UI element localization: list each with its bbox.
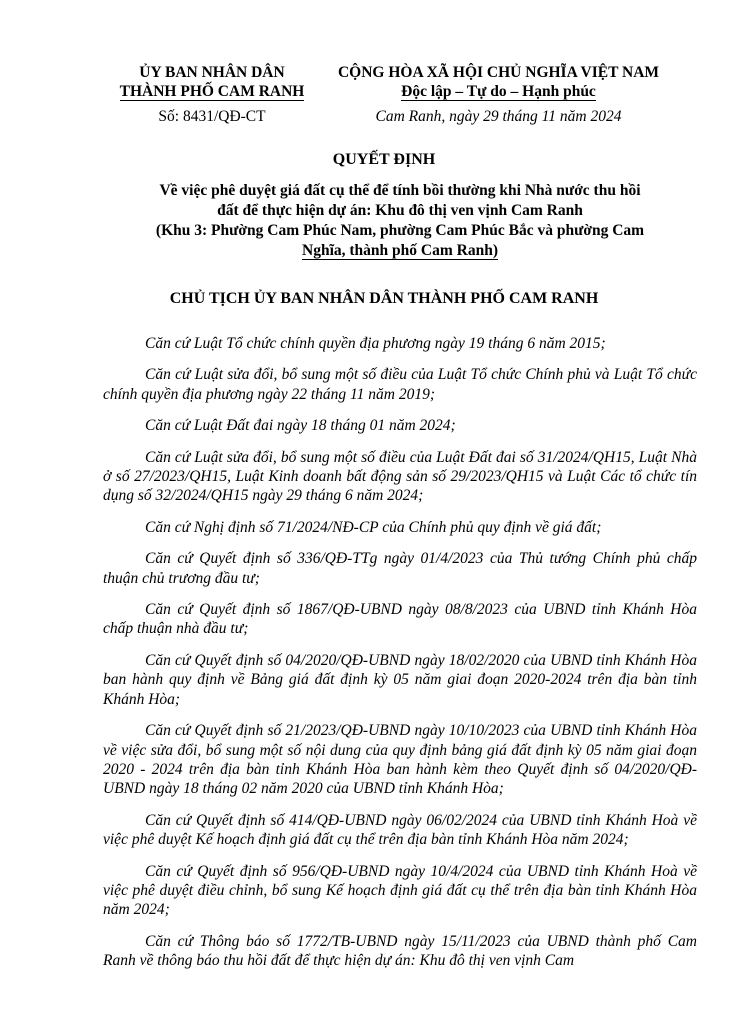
- agency-line-1: ỦY BAN NHÂN DÂN: [139, 64, 285, 81]
- legal-basis-item: Căn cứ Quyết định số 336/QĐ-TTg ngày 01/4/2023 của Thủ tướng Chính phủ chấp thuận chủ trương đầu tư;: [103, 550, 697, 587]
- legal-basis-item: Căn cứ Nghị định số 71/2024/NĐ-CP của Chính phủ quy định về giá đất;: [145, 518, 602, 536]
- subject-line-1: Về việc phê duyệt giá đất cụ thể để tính bồi thường khi Nhà nước thu hồi: [159, 182, 641, 199]
- issuing-agency: [100, 63, 324, 101]
- nation-name: CỘNG HÒA XÃ HỘI CHỦ NGHĨA VIỆT NAM: [337, 64, 660, 81]
- national-motto: Độc lập – Tự do – Hạnh phúc: [401, 83, 596, 100]
- document-subject: [130, 181, 670, 261]
- legal-basis-item: Căn cứ Quyết định số 1867/QĐ-UBND ngày 08/8/2023 của UBND tỉnh Khánh Hòa chấp thuận nhà đầu tư;: [103, 601, 697, 638]
- legal-basis-item: Căn cứ Thông báo số 1772/TB-UBND ngày 15/11/2023 của UBND thành phố Cam Ranh về thông báo thu hồi đất để thực hiện dự án: Khu đô thị ven vịnh Cam: [103, 932, 697, 970]
- subject-line-3: (Khu 3: Phường Cam Phúc Nam, phường Cam Phúc Bắc và phường Cam: [155, 222, 645, 239]
- legal-bases: [103, 334, 697, 983]
- legal-basis-item: Căn cứ Luật Đất đai ngày 18 tháng 01 năm 2024;: [145, 417, 456, 435]
- agency-line-2: THÀNH PHỐ CAM RANH: [119, 83, 305, 100]
- issuer-heading: CHỦ TỊCH ỦY BAN NHÂN DÂN THÀNH PHỐ CAM RANH: [169, 290, 599, 307]
- subject-line-4: Nghĩa, thành phố Cam Ranh): [302, 242, 498, 259]
- legal-basis-item: Căn cứ Quyết định số 04/2020/QĐ-UBND ngày 18/02/2020 của UBND tỉnh Khánh Hòa ban hành quy định về Bảng giá đất định kỳ 05 năm giai đoạn 2020-2024 trên địa bàn tỉnh Khánh Hòa;: [103, 651, 697, 708]
- legal-basis-item: Căn cứ Quyết định số 414/QĐ-UBND ngày 06/02/2024 của UBND tỉnh Khánh Hoà về việc phê duyệt Kế hoạch định giá đất cụ thể trên địa bàn tỉnh Khánh Hòa năm 2024;: [103, 811, 697, 849]
- legal-basis-item: Căn cứ Luật sửa đổi, bổ sung một số điều của Luật Tổ chức Chính phủ và Luật Tổ chức chính quyền địa phương ngày 22 tháng 11 năm 2019;: [103, 366, 697, 403]
- document-number: Số: 8431/QĐ-CT: [158, 108, 266, 125]
- legal-basis-item: Căn cứ Quyết định số 21/2023/QĐ-UBND ngày 10/10/2023 của UBND tỉnh Khánh Hòa về việc sửa đổi, bổ sung một số nội dung của quy định bảng giá đất định kỳ 05 năm giai đoạn 2020 - 2024 trên địa bàn tỉnh Khánh Hòa ban hành kèm theo Quyết định số 04/2020/QĐ-UBND ngày 18 tháng 02 năm 2020 của UBND tỉnh Khánh Hòa;: [103, 722, 697, 798]
- subject-line-2: đất để thực hiện dự án: Khu đô thị ven vịnh Cam Ranh: [217, 202, 583, 219]
- legal-basis-item: Căn cứ Quyết định số 956/QĐ-UBND ngày 10/4/2024 của UBND tỉnh Khánh Hoà về việc phê duyệt điều chỉnh, bổ sung Kế hoạch định giá đất cụ thể trên địa bàn tỉnh Khánh Hòa năm 2024;: [103, 862, 697, 919]
- legal-basis-item: Căn cứ Luật Tổ chức chính quyền địa phương ngày 19 tháng 6 năm 2015;: [145, 335, 606, 352]
- legal-basis-item: Căn cứ Luật sửa đổi, bổ sung một số điều của Luật Đất đai số 31/2024/QH15, Luật Nhà ở số 27/2023/QH15, Luật Kinh doanh bất động sản số 29/2023/QH15 và Luật Các tổ chức tín dụng số 32/2024/QH15 ngày 29 tháng 6 năm 2024;: [103, 448, 697, 505]
- national-title: [330, 63, 667, 101]
- place-and-date: Cam Ranh, ngày 29 tháng 11 năm 2024: [375, 108, 622, 125]
- document-title: QUYẾT ĐỊNH: [332, 151, 436, 168]
